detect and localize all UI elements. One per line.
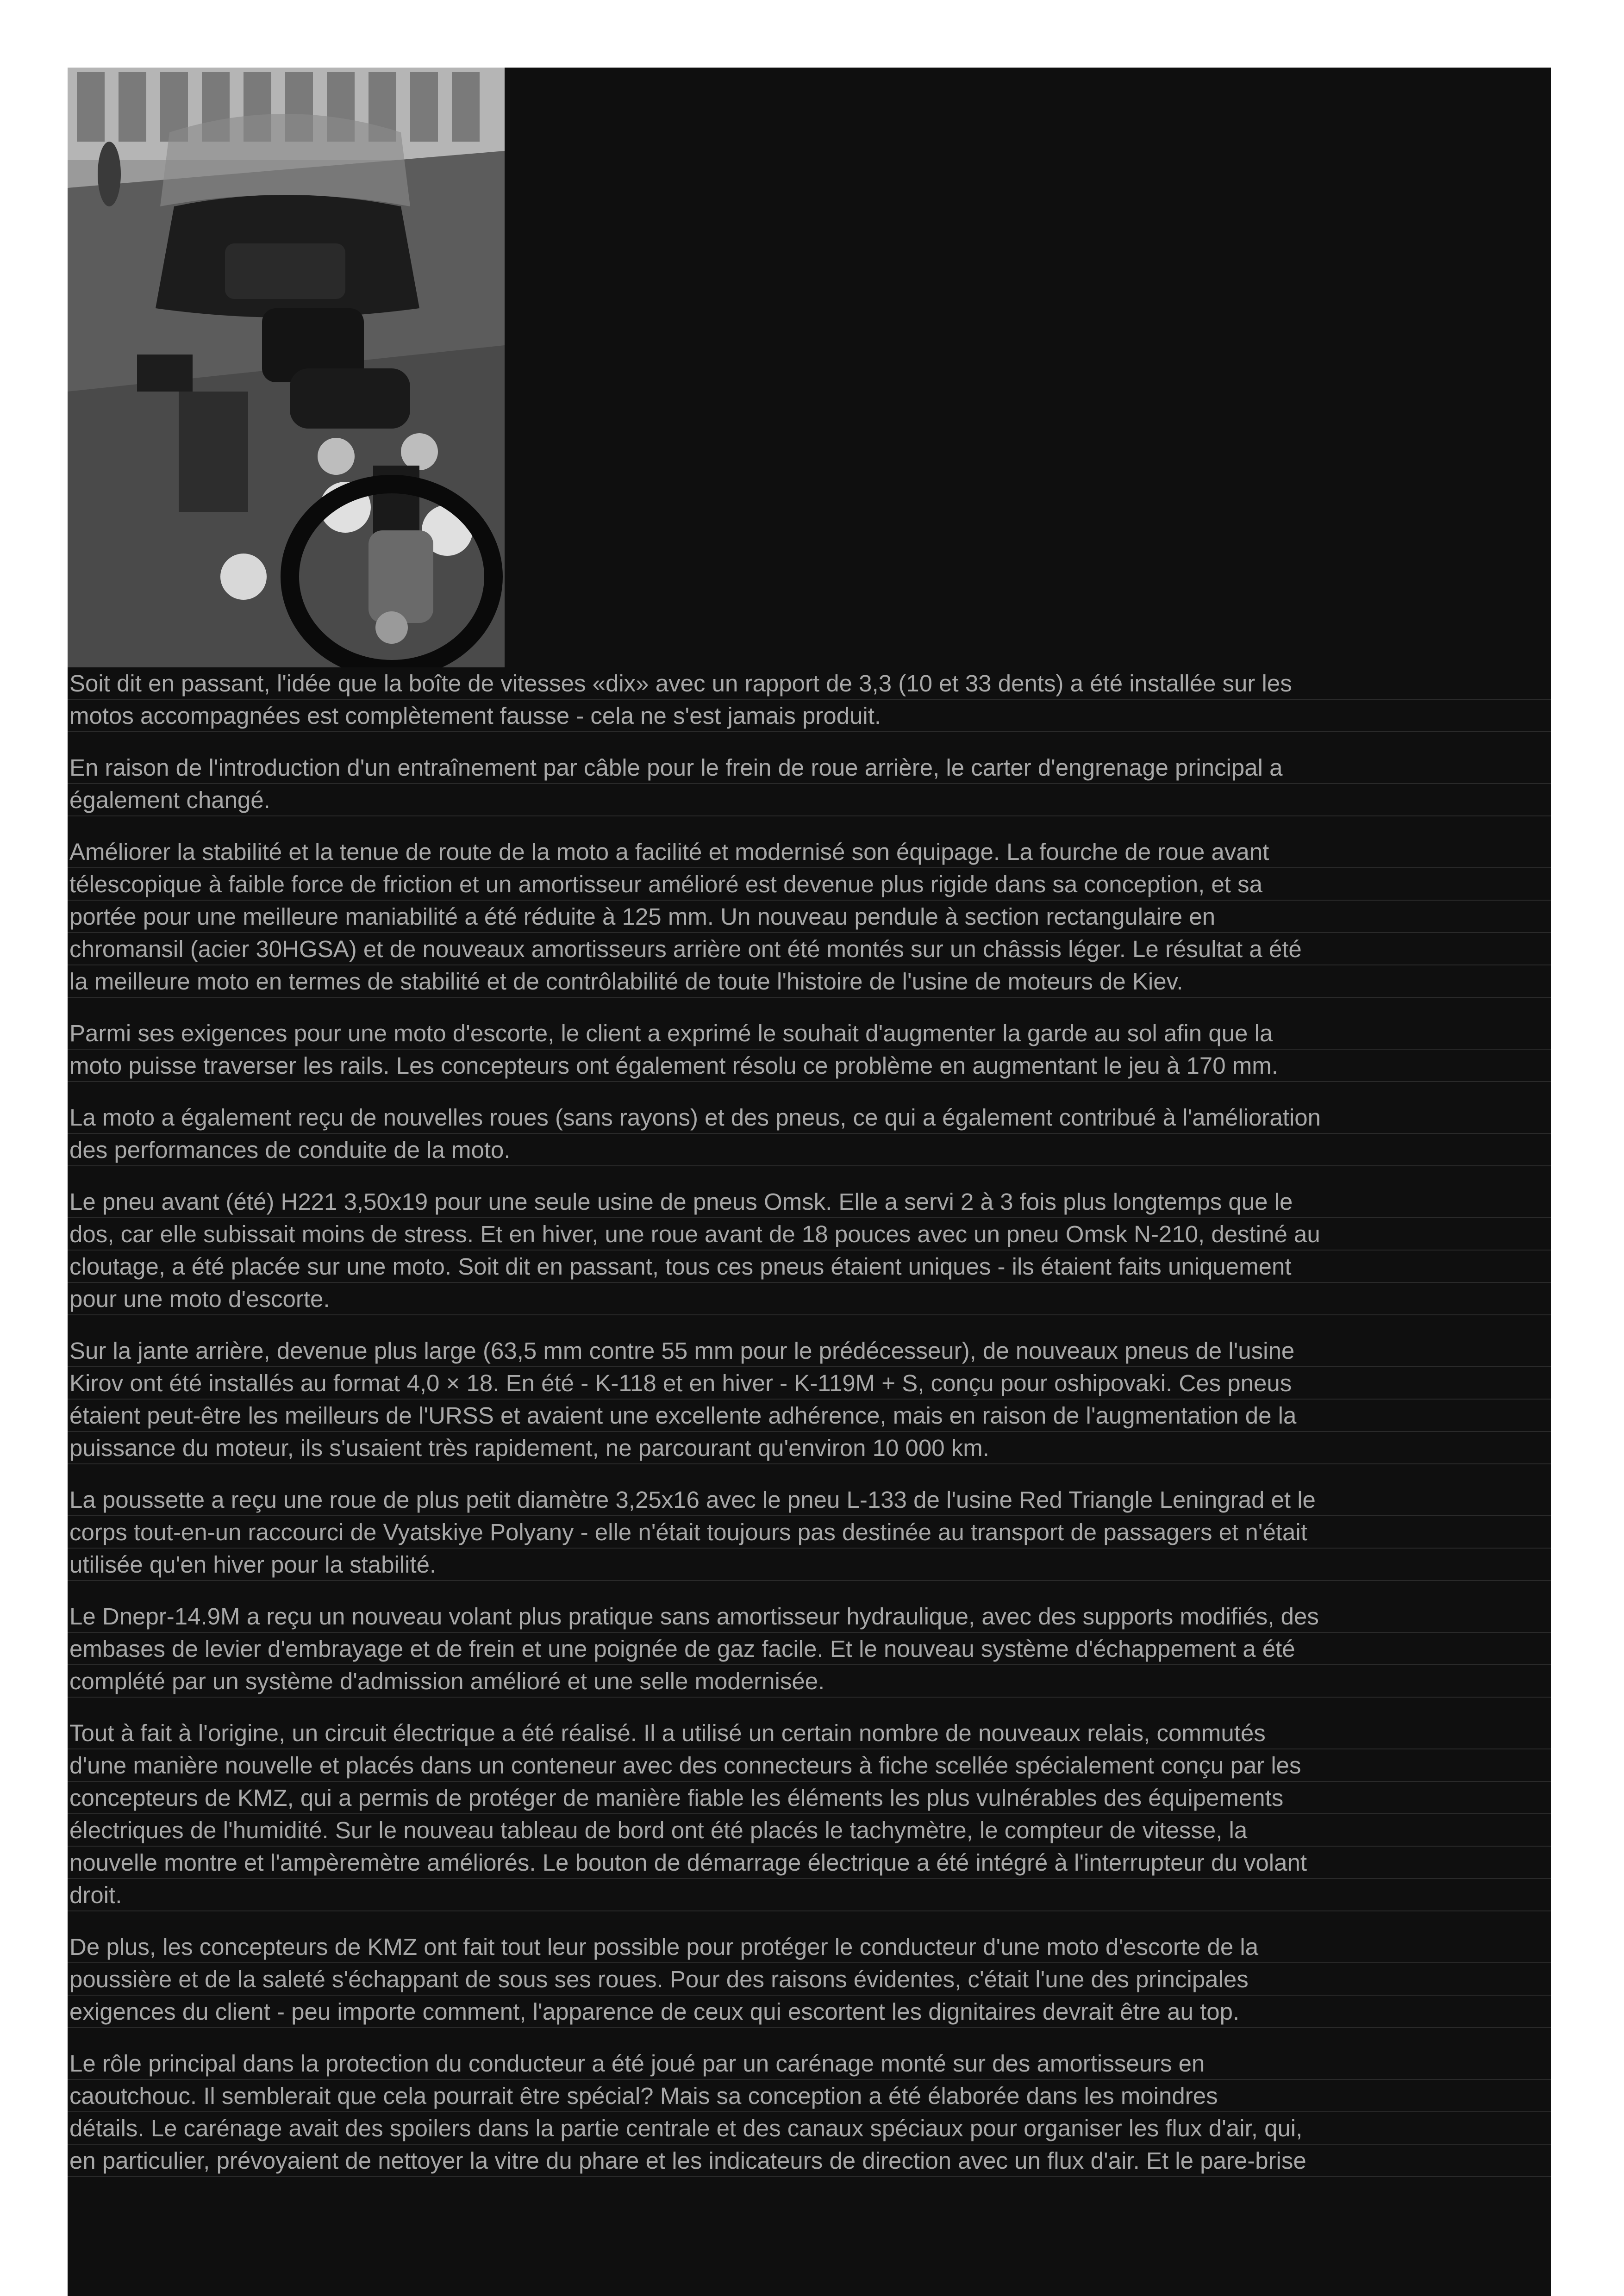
paragraph: Améliorer la stabilité et la tenue de route de la moto a facilité et modernisé son équipage. La fourche de roue avant télescopique à faible force de friction et un amortisseur amélioré est devenue plus rigide dans sa conception, et sa portée pour une meilleure maniabilité a été réduite à 125 mm. Un nouveau pendule à section rectangulaire en chromansil (acier 30HGSA) et de nouveaux amortisseurs arrière ont été montés sur un châssis léger. Le résultat a été la meilleure moto en termes de stabilité et de contrôlabilité de toute l'histoire de l'usine de moteurs de Kiev. xyxy=(68,836,1551,998)
paragraph: Le pneu avant (été) H221 3,50x19 pour une seule usine de pneus Omsk. Elle a servi 2 à 3 fois plus longtemps que le dos, car elle subissait moins de stress. Et en hiver, une roue avant de 18 pouces avec un pneu Omsk N-210, destiné au cloutage, a été placée sur une moto. Soit dit en passant, tous ces pneus étaient uniques - ils étaient faits uniquement pour une moto d'escorte. xyxy=(68,1186,1551,1315)
article-text xyxy=(68,667,1551,2196)
paragraph: Le rôle principal dans la protection du conducteur a été joué par un carénage monté sur des amortisseurs en caoutchouc. Il semblerait que cela pourrait être spécial? Mais sa conception a été élaborée dans les moindres détails. Le carénage avait des spoilers dans la partie centrale et des canaux spéciaux pour organiser les flux d'air, qui, en particulier, prévoyaient de nettoyer la vitre du phare et les indicateurs de direction avec un flux d'air. Et le pare-brise xyxy=(68,2047,1551,2177)
motorcycle-photo-icon xyxy=(68,68,505,667)
paragraph: La moto a également reçu de nouvelles roues (sans rayons) et des pneus, ce qui a également contribué à l'amélioration des performances de conduite de la moto. xyxy=(68,1101,1551,1166)
paragraph: De plus, les concepteurs de KMZ ont fait tout leur possible pour protéger le conducteur d'une moto d'escorte de la poussière et de la saleté s'échappant de sous ses roues. Pour des raisons évidentes, c'était l'une des principales exigences du client - peu importe comment, l'apparence de ceux qui escortent les dignitaires devrait être au top. xyxy=(68,1931,1551,2028)
document-page xyxy=(68,68,1551,2296)
paragraph: Sur la jante arrière, devenue plus large (63,5 mm contre 55 mm pour le prédécesseur), de nouveaux pneus de l'usine Kirov ont été installés au format 4,0 × 18. En été - K-118 et en hiver - K-119M + S, conçu pour oshipovaki. Ces pneus étaient peut-être les meilleurs de l'URSS et avaient une excellente adhérence, mais en raison de l'augmentation de la puissance du moteur, ils s'usaient très rapidement, ne parcourant qu'environ 10 000 km. xyxy=(68,1335,1551,1464)
paragraph: Soit dit en passant, l'idée que la boîte de vitesses «dix» avec un rapport de 3,3 (10 et 33 dents) a été installée sur les motos accompagnées est complètement fausse - cela ne s'est jamais produit. xyxy=(68,667,1551,732)
paragraph: Le Dnepr-14.9M a reçu un nouveau volant plus pratique sans amortisseur hydraulique, avec des supports modifiés, des embases de levier d'embrayage et de frein et une poignée de gaz facile. Et le nouveau système d'échappement a été complété par un système d'admission amélioré et une selle modernisée. xyxy=(68,1600,1551,1698)
motorcycle-photo xyxy=(68,68,505,667)
paragraph: La poussette a reçu une roue de plus petit diamètre 3,25x16 avec le pneu L-133 de l'usine Red Triangle Leningrad et le corps tout-en-un raccourci de Vyatskiye Polyany - elle n'était toujours pas destinée au transport de passagers et n'était utilisée qu'en hiver pour la stabilité. xyxy=(68,1484,1551,1581)
paragraph: Parmi ses exigences pour une moto d'escorte, le client a exprimé le souhait d'augmenter la garde au sol afin que la moto puisse traverser les rails. Les concepteurs ont également résolu ce problème en augmentant le jeu à 170 mm. xyxy=(68,1017,1551,1082)
paragraph: Tout à fait à l'origine, un circuit électrique a été réalisé. Il a utilisé un certain nombre de nouveaux relais, commutés d'une manière nouvelle et placés dans un conteneur avec des connecteurs à fiche scellée spécialement conçu par les concepteurs de KMZ, qui a permis de protéger de manière fiable les éléments les plus vulnérables des équipements électriques de l'humidité. Sur le nouveau tableau de bord ont été placés le tachymètre, le compteur de vitesse, la nouvelle montre et l'ampèremètre améliorés. Le bouton de démarrage électrique a été intégré à l'interrupteur du volant droit. xyxy=(68,1717,1551,1911)
paragraph: En raison de l'introduction d'un entraînement par câble pour le frein de roue arrière, le carter d'engrenage principal a également changé. xyxy=(68,752,1551,816)
